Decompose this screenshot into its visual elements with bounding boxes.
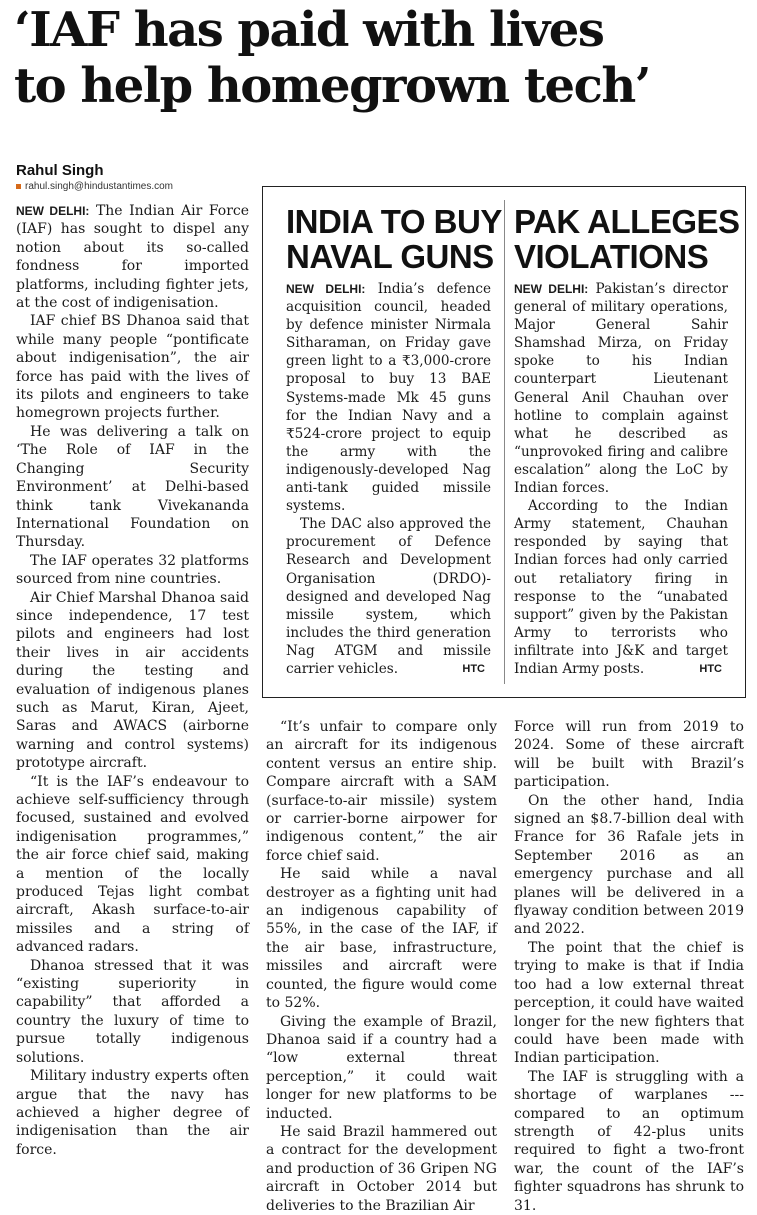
paragraph: Dhanoa stressed that it was “existing superiority in capability” that afforded a country the luxury of time to pursue totally indigenous solutions. [16,957,249,1066]
article-column-2 [266,718,497,1215]
paragraph [514,497,728,678]
brief-pak-violations-body [514,280,728,678]
paragraph: The point that the chief is trying to make is that if India too had a low external threat perception, it could have waited longer for the new fighters that could have been made with Indian participation. [514,939,744,1067]
paragraph: Military industry experts often argue that the navy has achieved a higher degree of indigenisation than the air force. [16,1068,249,1158]
paragraph-text: The DAC also approved the procurement of Defence Research and Development Organisation (DRDO)-designed and developed Nag missile system, which includes the third generation Nag ATGM and missile carrier vehicles. [286,516,491,677]
paragraph: On the other hand, India signed an $8.7-billion deal with France for 36 Rafale jets in September 2016 as an emergency purchase and all planes will be delivered in a flyaway condition between 2019 and 2022. [514,792,744,938]
paragraph [286,280,491,515]
paragraph: Force will run from 2019 to 2024. Some of these aircraft will be built with Brazil’s participation. [514,719,744,791]
paragraph: He said Brazil hammered out a contract for the development and production of 36 Gripen NG aircraft in October 2014 but deliveries to the Brazilian Air [266,1123,497,1214]
brief-headline-line: VIOLATIONS [514,238,709,275]
headline-line-2: to help homegrown tech’ [14,58,650,114]
paragraph [16,202,249,312]
agency-tag: HTC [699,662,722,675]
bullet-icon [16,184,21,189]
paragraph: IAF chief BS Dhanoa said that while many people “pontificate about indigenisation”, the air force has paid with the lives of its pilots and engineers to take homegrown projects further. [16,313,249,422]
paragraph: “It’s unfair to compare only an aircraft for its indigenous content versus an entire ship. Compare aircraft with a SAM (surface-to-air missile) system or carrier-borne airpower for indigenous content,” the air force chief said. [266,719,497,864]
dateline: NEW DELHI: [514,282,589,296]
brief-headline-naval-guns [286,204,502,274]
paragraph-text: India’s defence acquisition council, headed by defence minister Nirmala Sitharaman, on Friday gave green light to a ₹3,000-crore proposal to buy 13 BAE Systems-made Mk 45 guns for the Indian Navy and a ₹524-crore project to equip the army with the indigenously-developed Nag anti-tank guided missile systems. [286,281,491,515]
paragraph: “It is the IAF’s endeavour to achieve self-sufficiency through focused, sustained and evolved indigenisation programmes,” the air force chief said, making a mention of the locally produced Tejas light combat aircraft, Akash surface-to-air missiles and a string of advanced radars. [16,773,249,956]
brief-headline-line: NAVAL GUNS [286,238,494,275]
paragraph: The IAF is struggling with a shortage of warplanes --- compared to an optimum strength of 42-plus units required to fight a two-front war, the count of the IAF’s fighter squadrons has shrunk to 31. [514,1068,744,1214]
headline [14,2,749,114]
brief-headline-line: PAK ALLEGES [514,203,740,240]
brief-headline-pak-violations [514,204,740,274]
agency-tag: HTC [462,662,485,675]
paragraph: He said while a naval destroyer as a fighting unit had an indigenous capability of 55%, in the case of the IAF, if the air base, infrastructure, missiles and aircraft were counted, the figure would come to 52%. [266,866,497,1012]
brief-headline-line: INDIA TO BUY [286,203,502,240]
article-column-3 [514,718,744,1215]
paragraph [514,280,728,497]
byline-email: rahul.singh@hindustantimes.com [25,181,174,192]
box-divider [504,200,505,684]
paragraph: The IAF operates 32 platforms sourced from nine countries. [16,552,249,588]
paragraph: Air Chief Marshal Dhanoa said since independence, 17 test pilots and engineers had lost their lives in air accidents during the testing and evaluation of indigenous planes such as Marut, Kiran, Ajeet, Saras and AWACS (airborne warning and control systems) prototype aircraft. [16,589,249,772]
brief-naval-guns-body [286,280,491,678]
article-column-1 [16,202,249,1159]
paragraph-text: According to the Indian Army statement, Chauhan responded by saying that Indian forces had only carried out retaliatory firing in response to the “unabated support” given by the Pakistan Army to terrorists who infiltrate into J&K and target Indian Army posts. [514,498,728,677]
paragraph-text: The Indian Air Force (IAF) has sought to dispel any notion about its so-called fondness for imported platforms, including fighter jets, at the cost of indigenisation. [16,203,250,312]
paragraph-text: Pakistan’s director general of military operations, Major General Sahir Shamshad Mirza, on Friday spoke to his Indian counterpart Lieutenant General Anil Chauhan over hotline to complain against what he described as “unprovoked firing and calibre escalation” along the LoC by Indian forces. [514,281,728,497]
paragraph [286,515,491,678]
dateline: NEW DELHI: [286,282,366,296]
byline-email-row [16,181,173,192]
paragraph: He was delivering a talk on ‘The Role of IAF in the Changing Security Environment’ at Delhi-based think tank Vivekananda International Foundation on Thursday. [16,423,249,551]
dateline: NEW DELHI: [16,204,90,218]
paragraph: Giving the example of Brazil, Dhanoa said if a country had a “low external threat perception,” it could wait longer for new platforms to be inducted. [266,1013,497,1122]
headline-line-1: ‘IAF has paid with lives [14,2,604,58]
byline-author: Rahul Singh [16,162,104,179]
